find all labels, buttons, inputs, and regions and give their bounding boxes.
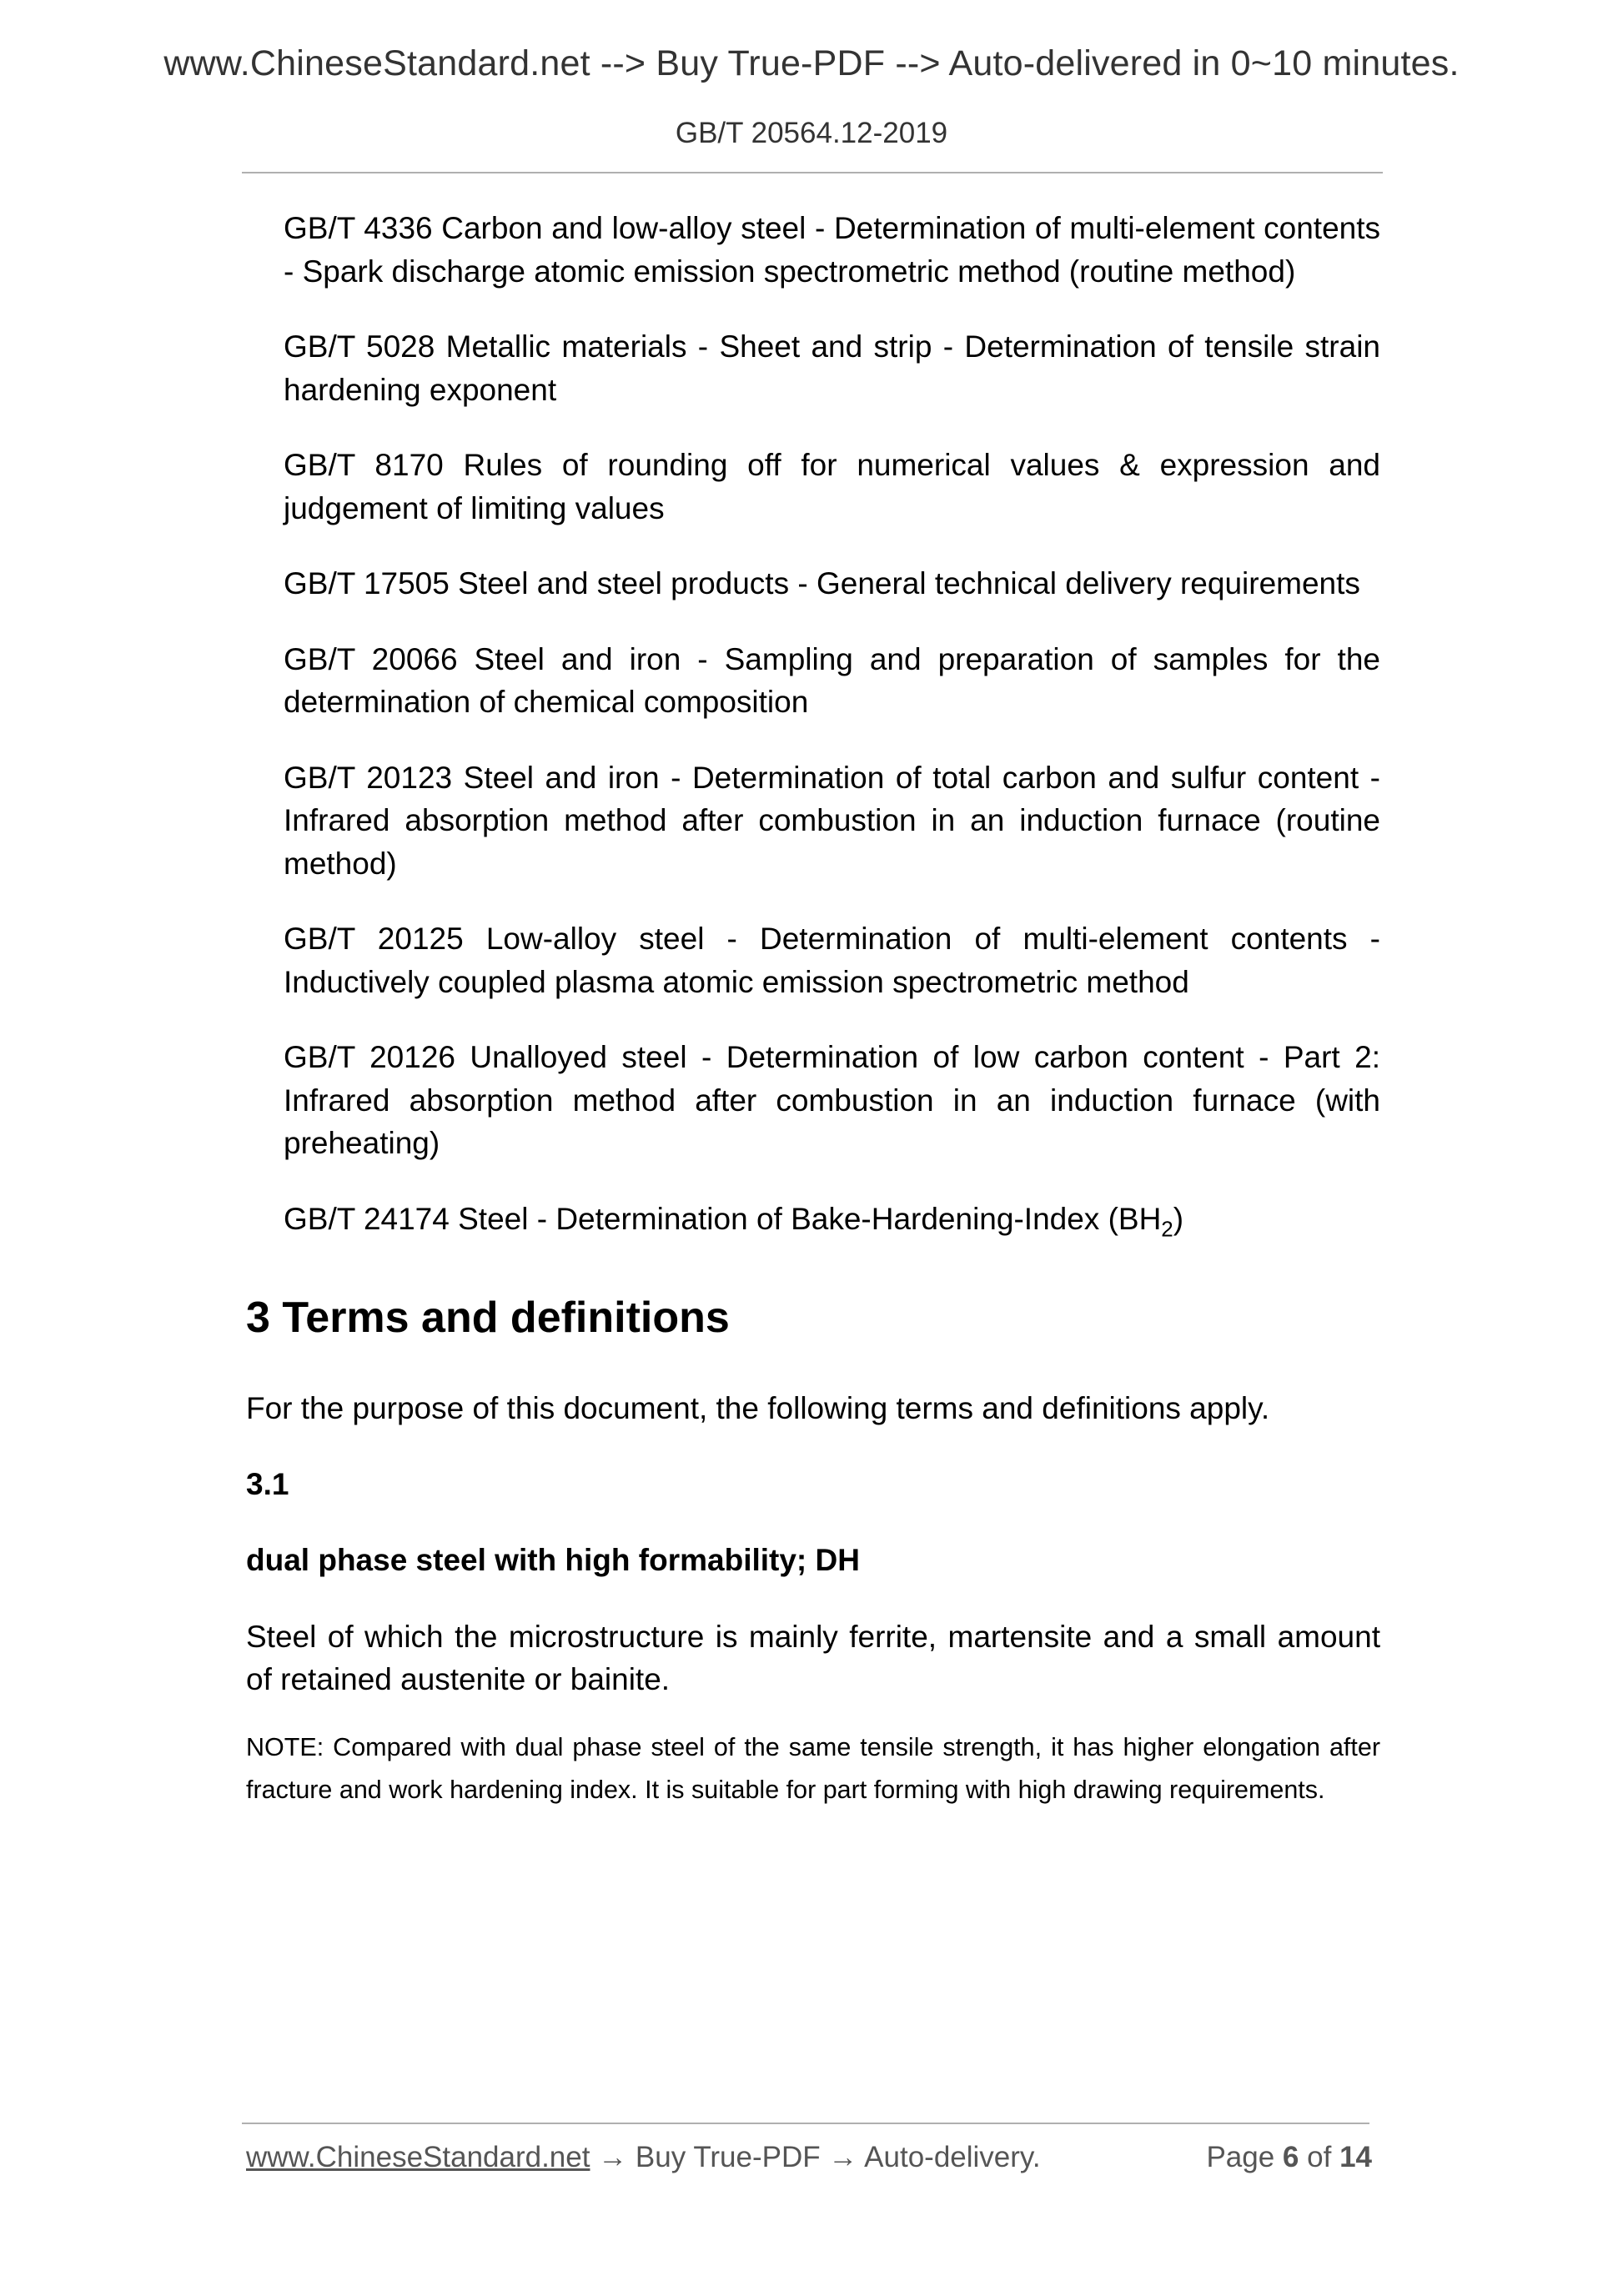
term-name: dual phase steel with high formability; DH: [246, 1543, 860, 1577]
reference-item: GB/T 17505 Steel and steel products - General technical delivery requirements: [284, 566, 1360, 600]
reference-text-end: ): [1173, 1201, 1184, 1236]
term-definition: Steel of which the microstructure is mainly ferrite, martensite and a small amount of retained austenite or bainite.: [246, 1619, 1380, 1696]
header-divider: [242, 172, 1383, 173]
term-number: 3.1: [246, 1466, 289, 1501]
footer-left: [246, 2141, 1041, 2174]
reference-text: GB/T 24174 Steel - Determination of Bake-Hardening-Index (BH: [284, 1201, 1162, 1236]
reference-item: GB/T 20125 Low-alloy steel - Determination of multi-element contents - Inductively coupled plasma atomic emission spectrometric method: [284, 922, 1380, 999]
of-label: of: [1307, 2141, 1332, 2173]
section-heading: 3 Terms and definitions: [246, 1294, 730, 1342]
reference-item: GB/T 5028 Metallic materials - Sheet and strip - Determination of tensile strain hardening exponent: [284, 329, 1380, 407]
reference-item-bh2: [284, 1198, 1380, 1241]
page-number: 6: [1282, 2141, 1299, 2173]
term-note: NOTE: Compared with dual phase steel of the same tensile strength, it has higher elongation after fracture and work hardening index. It is suitable for part forming with high drawing requirements.: [246, 1732, 1380, 1804]
reference-item: GB/T 4336 Carbon and low-alloy steel - Determination of multi-element contents - Spark discharge atomic emission spectrometric method (routine method): [284, 211, 1380, 289]
subscript: 2: [1161, 1215, 1173, 1241]
document-body: [246, 207, 1380, 1812]
page-indicator: [1206, 2141, 1372, 2174]
site-link[interactable]: www.ChineseStandard.net: [246, 2141, 590, 2173]
total-pages: 14: [1339, 2141, 1372, 2173]
reference-item: GB/T 8170 Rules of rounding off for numerical values & expression and judgement of limiting values: [284, 448, 1380, 525]
normative-references-list: [246, 207, 1380, 1240]
reference-item: GB/T 20123 Steel and iron - Determination of total carbon and sulfur content - Infrared absorption method after combustion in an induction furnace (routine method): [284, 760, 1380, 881]
footer-divider: [242, 2123, 1369, 2124]
reference-item: GB/T 20126 Unalloyed steel - Determination of low carbon content - Part 2: Infrared absorption method after combustion in an induction furnace (with preheating): [284, 1040, 1380, 1160]
standard-code: GB/T 20564.12-2019: [675, 117, 948, 149]
top-banner: www.ChineseStandard.net --> Buy True-PDF --> Auto-delivered in 0~10 minutes.: [163, 43, 1460, 83]
page-label: Page: [1206, 2141, 1275, 2173]
section-intro: For the purpose of this document, the following terms and definitions apply.: [246, 1391, 1270, 1425]
footer-delivery-text: → Buy True-PDF → Auto-delivery.: [590, 2141, 1041, 2173]
reference-item: GB/T 20066 Steel and iron - Sampling and preparation of samples for the determination of chemical composition: [284, 641, 1380, 719]
